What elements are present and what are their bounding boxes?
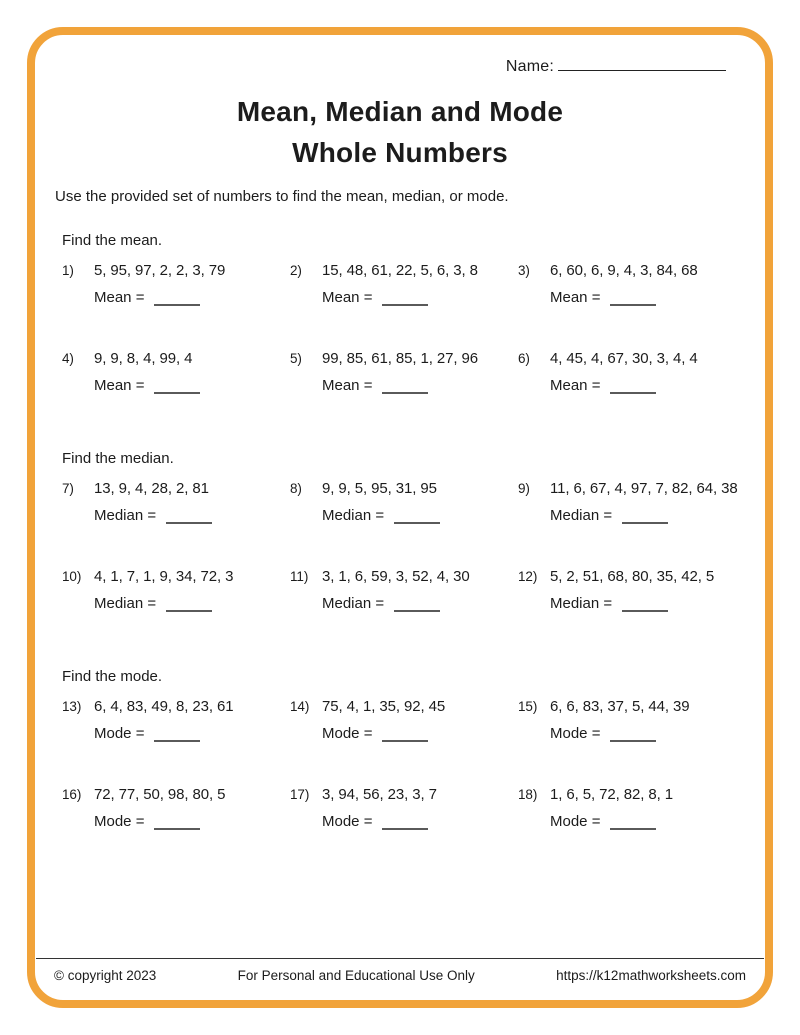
problem-top-row xyxy=(518,262,764,279)
problem-number: 15) xyxy=(518,699,538,714)
name-label: Name: xyxy=(505,58,554,75)
problem xyxy=(62,262,290,306)
number-set: 5, 95, 97, 2, 2, 3, 79 xyxy=(94,262,226,279)
worksheet-content xyxy=(36,36,764,999)
problem xyxy=(62,350,290,394)
problem xyxy=(290,568,518,612)
problem-sections xyxy=(62,232,764,830)
problem-number: 17) xyxy=(290,787,310,802)
answer-label: Median = xyxy=(550,595,613,612)
problem-top-row xyxy=(518,350,764,367)
number-set: 75, 4, 1, 35, 92, 45 xyxy=(322,698,446,715)
problem-grid xyxy=(62,698,764,830)
problem-number: 13) xyxy=(62,699,82,714)
number-set: 9, 9, 8, 4, 99, 4 xyxy=(94,350,193,367)
problem-top-row xyxy=(62,480,290,497)
problem xyxy=(290,698,518,742)
problem xyxy=(518,568,764,612)
problem-top-row xyxy=(62,698,290,715)
problem-top-row xyxy=(518,698,764,715)
problem-number: 10) xyxy=(62,569,82,584)
number-set: 4, 1, 7, 1, 9, 34, 72, 3 xyxy=(94,568,234,585)
answer-label: Mean = xyxy=(94,289,145,306)
problem-top-row xyxy=(62,350,290,367)
answer-label: Median = xyxy=(550,507,613,524)
answer-blank-line xyxy=(154,815,200,830)
problem xyxy=(62,698,290,742)
problem xyxy=(518,480,764,524)
answer-label: Median = xyxy=(94,507,157,524)
section-heading: Find the median. xyxy=(62,450,174,467)
number-set: 9, 9, 5, 95, 31, 95 xyxy=(322,480,437,497)
answer-label: Mode = xyxy=(550,813,601,830)
answer-row xyxy=(94,725,290,742)
number-set: 13, 9, 4, 28, 2, 81 xyxy=(94,480,209,497)
problem-number: 12) xyxy=(518,569,538,584)
problem-top-row xyxy=(290,262,518,279)
answer-row xyxy=(550,289,764,306)
answer-row xyxy=(322,595,518,612)
answer-blank-line xyxy=(394,597,440,612)
name-row xyxy=(36,57,764,76)
problem xyxy=(290,350,518,394)
answer-label: Mode = xyxy=(322,813,373,830)
problem-top-row xyxy=(518,568,764,585)
answer-label: Mode = xyxy=(94,813,145,830)
problem xyxy=(518,698,764,742)
title-line-1: Mean, Median and Mode xyxy=(236,96,564,127)
problem-number: 2) xyxy=(290,263,302,278)
problem xyxy=(518,262,764,306)
number-set: 4, 45, 4, 67, 30, 3, 4, 4 xyxy=(550,350,698,367)
number-set: 3, 1, 6, 59, 3, 52, 4, 30 xyxy=(322,568,470,585)
answer-row xyxy=(94,507,290,524)
answer-blank-line xyxy=(382,291,428,306)
problem-top-row xyxy=(518,786,764,803)
number-set: 15, 48, 61, 22, 5, 6, 3, 8 xyxy=(322,262,478,279)
section-heading: Find the mean. xyxy=(62,232,163,249)
problem-number: 3) xyxy=(518,263,530,278)
problem-grid xyxy=(62,480,764,612)
answer-row xyxy=(322,289,518,306)
problem-top-row xyxy=(290,698,518,715)
section-median xyxy=(62,450,764,612)
problem-number: 16) xyxy=(62,787,82,802)
answer-label: Median = xyxy=(322,507,385,524)
answer-blank-line xyxy=(610,291,656,306)
problem xyxy=(62,480,290,524)
title-line-2: Whole Numbers xyxy=(292,137,508,168)
answer-blank-line xyxy=(622,509,668,524)
answer-label: Mode = xyxy=(322,725,373,742)
footer-usage-note: For Personal and Educational Use Only xyxy=(237,968,475,983)
problem xyxy=(518,786,764,830)
problem-top-row xyxy=(290,786,518,803)
answer-blank-line xyxy=(166,509,212,524)
footer-url: https://k12mathworksheets.com xyxy=(556,968,746,983)
answer-label: Mean = xyxy=(322,289,373,306)
section-heading: Find the mode. xyxy=(62,668,163,685)
problem-top-row xyxy=(290,350,518,367)
answer-row xyxy=(94,595,290,612)
answer-row xyxy=(550,725,764,742)
instruction-text: Use the provided set of numbers to find the mean, median, or mode. xyxy=(55,188,509,205)
answer-row xyxy=(550,813,764,830)
number-set: 3, 94, 56, 23, 3, 7 xyxy=(322,786,437,803)
answer-blank-line xyxy=(382,727,428,742)
answer-blank-line xyxy=(382,379,428,394)
number-set: 1, 6, 5, 72, 82, 8, 1 xyxy=(550,786,673,803)
problem-top-row xyxy=(62,262,290,279)
problem-number: 11) xyxy=(290,569,309,584)
problem xyxy=(62,786,290,830)
number-set: 6, 6, 83, 37, 5, 44, 39 xyxy=(550,698,690,715)
problem xyxy=(290,480,518,524)
footer xyxy=(36,958,764,983)
answer-blank-line xyxy=(154,291,200,306)
number-set: 99, 85, 61, 85, 1, 27, 96 xyxy=(322,350,478,367)
answer-row xyxy=(322,507,518,524)
problem-top-row xyxy=(62,568,290,585)
answer-row xyxy=(550,507,764,524)
answer-row xyxy=(322,377,518,394)
answer-label: Mean = xyxy=(322,377,373,394)
answer-row xyxy=(550,595,764,612)
answer-label: Mode = xyxy=(550,725,601,742)
problem xyxy=(290,786,518,830)
footer-copyright: © copyright 2023 xyxy=(54,968,157,983)
problem-number: 1) xyxy=(62,263,74,278)
problem-top-row xyxy=(290,480,518,497)
answer-row xyxy=(322,725,518,742)
answer-blank-line xyxy=(154,379,200,394)
problem-number: 4) xyxy=(62,351,74,366)
page-title xyxy=(36,91,764,173)
answer-label: Mode = xyxy=(94,725,145,742)
problem-top-row xyxy=(518,480,764,497)
name-write-line xyxy=(558,57,726,71)
answer-blank-line xyxy=(610,727,656,742)
section-mode xyxy=(62,668,764,830)
answer-blank-line xyxy=(622,597,668,612)
answer-row xyxy=(94,813,290,830)
number-set: 11, 6, 67, 4, 97, 7, 82, 64, 38 xyxy=(550,480,738,497)
answer-label: Mean = xyxy=(94,377,145,394)
answer-row xyxy=(550,377,764,394)
problem xyxy=(290,262,518,306)
problem-number: 7) xyxy=(62,481,74,496)
answer-label: Median = xyxy=(322,595,385,612)
answer-row xyxy=(94,377,290,394)
problem-number: 14) xyxy=(290,699,310,714)
answer-blank-line xyxy=(166,597,212,612)
answer-row xyxy=(322,813,518,830)
answer-label: Median = xyxy=(94,595,157,612)
number-set: 6, 4, 83, 49, 8, 23, 61 xyxy=(94,698,234,715)
answer-blank-line xyxy=(610,815,656,830)
answer-blank-line xyxy=(394,509,440,524)
number-set: 5, 2, 51, 68, 80, 35, 42, 5 xyxy=(550,568,715,585)
answer-blank-line xyxy=(382,815,428,830)
answer-label: Mean = xyxy=(550,289,601,306)
problem-top-row xyxy=(290,568,518,585)
problem-top-row xyxy=(62,786,290,803)
problem-number: 9) xyxy=(518,481,530,496)
section-mean xyxy=(62,232,764,394)
number-set: 72, 77, 50, 98, 80, 5 xyxy=(94,786,226,803)
answer-blank-line xyxy=(154,727,200,742)
answer-blank-line xyxy=(610,379,656,394)
number-set: 6, 60, 6, 9, 4, 3, 84, 68 xyxy=(550,262,698,279)
problem-number: 6) xyxy=(518,351,530,366)
problem-number: 8) xyxy=(290,481,302,496)
problem xyxy=(518,350,764,394)
answer-label: Mean = xyxy=(550,377,601,394)
problem xyxy=(62,568,290,612)
problem-number: 5) xyxy=(290,351,302,366)
problem-grid xyxy=(62,262,764,394)
answer-row xyxy=(94,289,290,306)
problem-number: 18) xyxy=(518,787,538,802)
